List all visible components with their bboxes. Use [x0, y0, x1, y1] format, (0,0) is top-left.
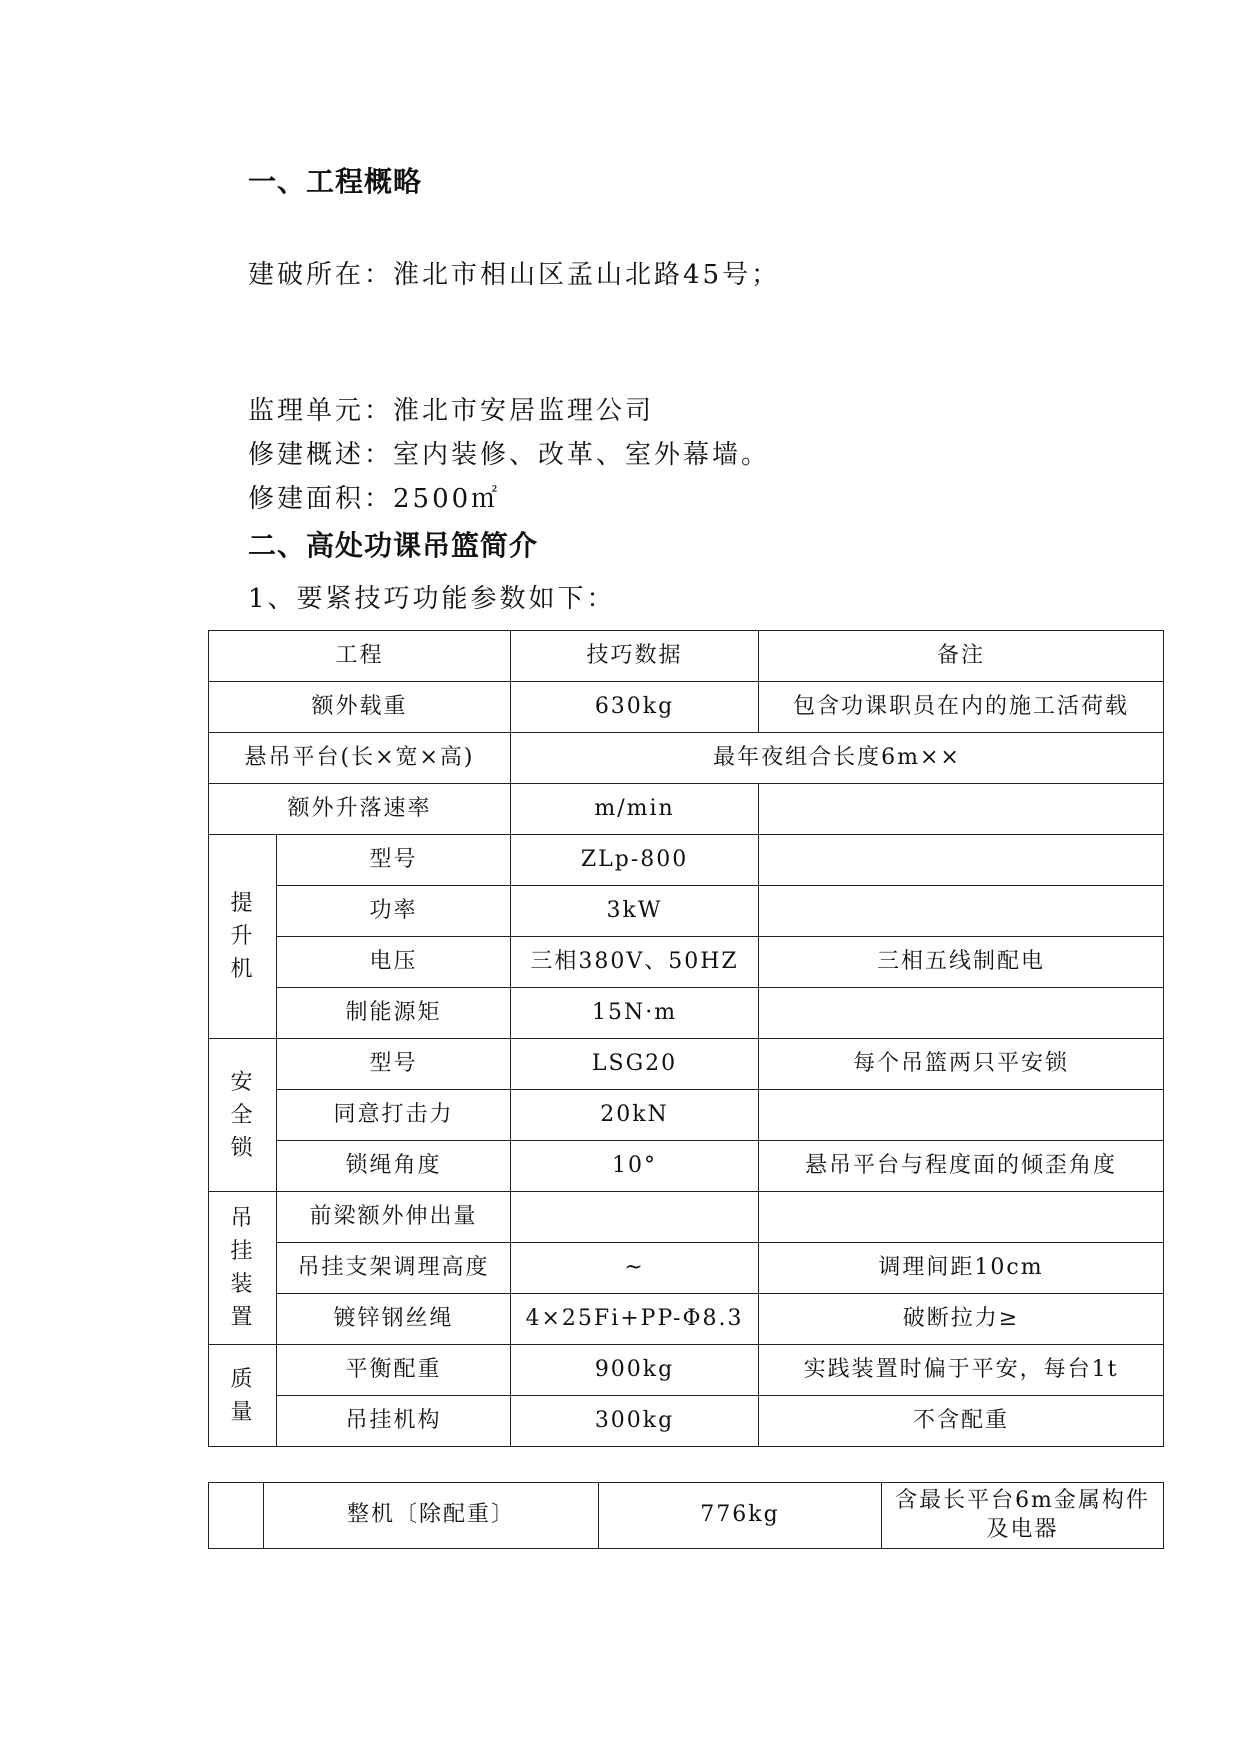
section2-title: 二、高处功课吊篮简介 — [248, 529, 539, 562]
cell-value: 630kg — [511, 682, 759, 733]
total-mass-table — [208, 1482, 1164, 1549]
section1-title: 一、工程概略 — [248, 165, 423, 198]
table-row — [209, 835, 1164, 886]
table-row — [209, 1243, 1164, 1294]
group-char: 质 — [230, 1366, 255, 1392]
cell-note: 每个吊篮两只平安锁 — [759, 1039, 1164, 1090]
table-row — [209, 1345, 1164, 1396]
supervisor-line: 监理单元：淮北市安居监理公司 — [248, 396, 655, 426]
cell-value: 三相380V、50HZ — [511, 937, 759, 988]
cell-value: ZLp-800 — [511, 835, 759, 886]
group-char: 提 — [230, 891, 255, 916]
overview-line: 修建概述：室内装修、改革、室外幕墙。 — [248, 440, 771, 470]
cell-value: 300kg — [511, 1396, 759, 1447]
cell-value: 900kg — [511, 1345, 759, 1396]
location-line: 建破所在：淮北市相山区孟山北路45号； — [248, 260, 781, 290]
cell-label: 前梁额外伸出量 — [277, 1192, 511, 1243]
cell-note — [759, 835, 1164, 886]
table-row — [209, 988, 1164, 1039]
cell-label: 同意打击力 — [277, 1090, 511, 1141]
cell-label: 功率 — [277, 886, 511, 937]
spec-table — [208, 630, 1164, 1447]
group-char: 置 — [230, 1305, 255, 1330]
cell-value: 10° — [511, 1141, 759, 1192]
group-lock — [209, 1039, 277, 1192]
table-row — [209, 937, 1164, 988]
cell-note — [759, 1192, 1164, 1243]
table-row — [209, 1141, 1164, 1192]
cell-note: 包含功课职员在内的施工活荷载 — [759, 682, 1164, 733]
header-value: 技巧数据 — [511, 631, 759, 682]
cell-value: 3kW — [511, 886, 759, 937]
group-hanger — [209, 1192, 277, 1345]
table-row — [209, 1483, 1164, 1549]
table-row — [209, 1294, 1164, 1345]
table-row — [209, 1192, 1164, 1243]
table-row — [209, 733, 1164, 784]
cell-note — [759, 988, 1164, 1039]
cell-label: 型号 — [277, 835, 511, 886]
cell-value: 776kg — [599, 1483, 882, 1549]
cell-label: 制能源矩 — [277, 988, 511, 1039]
cell-note: 破断拉力≥ — [759, 1294, 1164, 1345]
table-row — [209, 1090, 1164, 1141]
table-row — [209, 1039, 1164, 1090]
group-char: 装 — [230, 1272, 255, 1297]
cell-value: LSG20 — [511, 1039, 759, 1090]
cell-label: 锁绳角度 — [277, 1141, 511, 1192]
cell-value: m/min — [511, 784, 759, 835]
cell-note — [882, 1483, 1164, 1549]
cell-value: 15N·m — [511, 988, 759, 1039]
cell-note: 悬吊平台与程度面的倾歪角度 — [759, 1141, 1164, 1192]
cell-value: 4×25Fi+PP-Φ8.3 — [511, 1294, 759, 1345]
header-item: 工程 — [209, 631, 511, 682]
note-line: 及电器 — [986, 1516, 1059, 1542]
group-char: 吊 — [230, 1206, 255, 1231]
header-note: 备注 — [759, 631, 1164, 682]
cell-value: ~ — [511, 1243, 759, 1294]
cell-label: 吊挂支架调理高度 — [277, 1243, 511, 1294]
section2-subtitle: 1、要紧技巧功能参数如下： — [248, 584, 616, 614]
cell-label: 平衡配重 — [277, 1345, 511, 1396]
cell-empty — [209, 1483, 264, 1549]
cell-value: 20kN — [511, 1090, 759, 1141]
area-line: 修建面积：2500㎡ — [248, 484, 501, 514]
cell-value: 最年夜组合长度6m×× — [511, 733, 1164, 784]
table-row — [209, 1396, 1164, 1447]
group-char: 机 — [230, 957, 255, 982]
cell-label: 镀锌钢丝绳 — [277, 1294, 511, 1345]
cell-label: 吊挂机构 — [277, 1396, 511, 1447]
cell-label: 电压 — [277, 937, 511, 988]
group-mass — [209, 1345, 277, 1447]
cell-note — [759, 784, 1164, 835]
table-row — [209, 784, 1164, 835]
cell-note — [759, 1090, 1164, 1141]
table-row — [209, 886, 1164, 937]
table-header-row — [209, 631, 1164, 682]
cell-value — [511, 1192, 759, 1243]
group-char: 升 — [230, 924, 255, 949]
cell-note: 实践装置时偏于平安，每台1t — [759, 1345, 1164, 1396]
cell-label: 悬吊平台(长×宽×高) — [209, 733, 511, 784]
group-char: 挂 — [230, 1239, 255, 1264]
table-row — [209, 682, 1164, 733]
group-hoist — [209, 835, 277, 1039]
cell-note: 不含配重 — [759, 1396, 1164, 1447]
group-char: 安 — [230, 1069, 255, 1095]
cell-label: 型号 — [277, 1039, 511, 1090]
cell-note: 三相五线制配电 — [759, 937, 1164, 988]
cell-label: 额外载重 — [209, 682, 511, 733]
cell-label: 额外升落速率 — [209, 784, 511, 835]
group-char: 全 — [230, 1102, 255, 1128]
cell-note — [759, 886, 1164, 937]
group-char: 量 — [230, 1399, 255, 1425]
cell-label: 整机〔除配重〕 — [264, 1483, 599, 1549]
group-char: 锁 — [230, 1135, 255, 1161]
note-line: 含最长平台6m金属构件 — [895, 1487, 1150, 1513]
cell-note: 调理间距10cm — [759, 1243, 1164, 1294]
